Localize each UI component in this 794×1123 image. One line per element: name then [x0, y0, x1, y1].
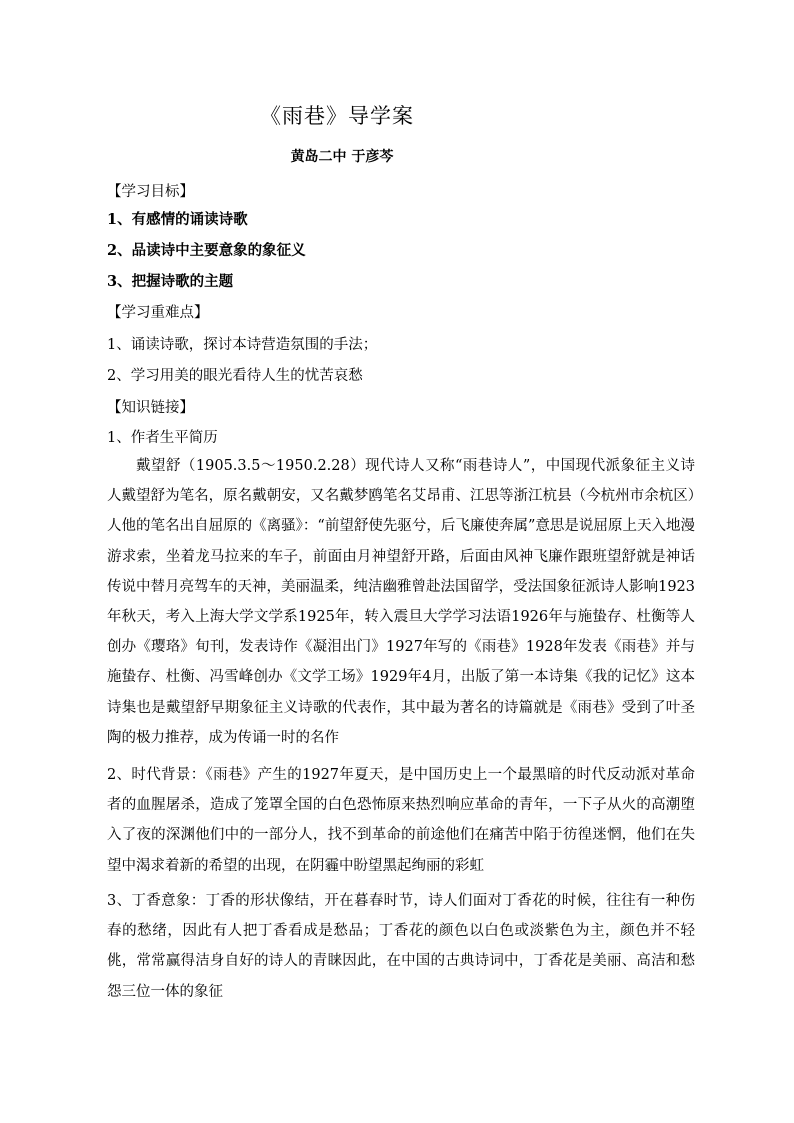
author-line: 黄岛二中 于彦芩	[290, 149, 394, 165]
goal-item: 1、有感情的诵读诗歌	[107, 211, 248, 228]
page-title: 《雨巷》导学案	[260, 104, 414, 128]
goal-item: 3、把握诗歌的主题	[107, 273, 234, 290]
key-item: 1、诵读诗歌，探讨本诗营造氛围的手法；	[107, 337, 378, 353]
bio-paragraph: 戴望舒（1905.3.5～1950.2.28）现代诗人又称“雨巷诗人”，中国现代派象征主义诗人戴望舒为笔名，原名戴朝安，又名戴梦鸥笔名艾昂甫、江思等浙江杭县（今杭州市余杭区）人他的笔名出自屈原的《离骚》：“前望舒使先驱兮，后飞廉使奔属”意思是说屈原上天入地漫游求索，坐着龙马拉来的车子，前面由月神望舒开路，后面由风神飞廉作跟班望舒就是神话传说中替月亮驾车的天神，美丽温柔，纯洁幽雅曾赴法国留学，受法国象征派诗人影响1923年秋天，考入上海大学文学系1925年，转入震旦大学学习法语1926年与施蛰存、杜衡等人创办《璎珞》旬刊，发表诗作《凝泪出门》1927年写的《雨巷》1928年发表《雨巷》并与施蛰存、杜衡、冯雪峰创办《文学工场》1929年4月，出版了第一本诗集《我的记忆》这本诗集也是戴望舒早期象征主义诗歌的代表作，其中最为著名的诗篇就是《雨巷》受到了叶圣陶的极力推荐，成为传诵一时的名作	[107, 458, 695, 746]
lilac-paragraph: 3、丁香意象：丁香的形状像结，开在暮春时节，诗人们面对丁香花的时候，往往有一种伤春的愁绪，因此有人把丁香看成是愁品；丁香花的颜色以白色或淡紫色为主，颜色并不轻佻，常常赢得洁身自好的诗人的青睐因此，在中国的古典诗词中，丁香花是美丽、高洁和愁怨三位一体的象征	[107, 893, 695, 1000]
knowledge-heading: 【知识链接】	[107, 400, 194, 416]
goal-item: 2、品读诗中主要意象的象征义	[107, 242, 306, 259]
bio-heading: 1、作者生平简历	[107, 430, 218, 446]
key-heading: 【学习重难点】	[107, 305, 209, 321]
era-paragraph: 2、时代背景：《雨巷》产生的1927年夏天，是中国历史上一个最黑暗的时代反动派对革命者的血腥屠杀，造成了笼罩全国的白色恐怖原来热烈响应革命的青年，一下子从火的高潮堕入了夜的深渊他们中的一部分人，找不到革命的前途他们在痛苦中陷于彷徨迷惘，他们在失望中渴求着新的希望的出现，在阴霾中盼望黑起绚丽的彩虹	[107, 767, 695, 874]
goals-heading: 【学习目标】	[107, 184, 194, 200]
key-item: 2、学习用美的眼光看待人生的忧苦哀愁	[107, 368, 363, 384]
